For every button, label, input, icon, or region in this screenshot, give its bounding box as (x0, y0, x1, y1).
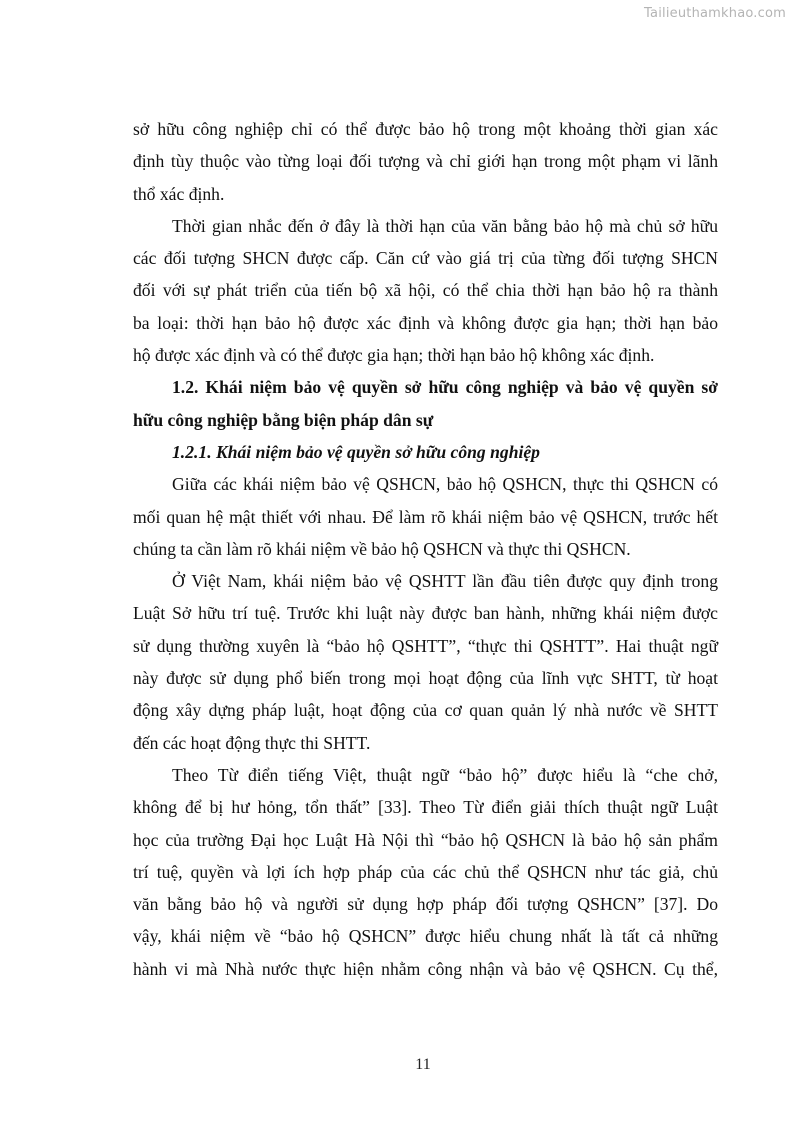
text-line: hữu công nghiệp bằng biện pháp dân sự (133, 409, 434, 430)
text-line: chúng ta cần làm rõ khái niệm về bảo hộ QSHCN và thực thi QSHCN. (133, 538, 631, 559)
text-line: học của trường Đại học Luật Hà Nội thì “bảo hộ QSHCN là bảo hộ sản phẩm (133, 829, 718, 850)
watermark-text: Tailieuthamkhao.com (644, 6, 786, 21)
text-line: Thời gian nhắc đến ở đây là thời hạn của văn bằng bảo hộ mà chủ sở hữu (172, 215, 718, 236)
text-line: vậy, khái niệm về “bảo hộ QSHCN” được hiểu chung nhất là tất cả những (133, 926, 718, 947)
text-line: động xây dựng pháp luật, hoạt động của cơ quan quản lý nhà nước về SHTT (133, 700, 718, 721)
document-body (133, 113, 718, 985)
text-line: đến các hoạt động thực thi SHTT. (133, 732, 371, 753)
text-line: trí tuệ, quyền và lợi ích hợp pháp của các chủ thể QSHCN như tác giả, chủ (133, 861, 718, 882)
text-line: định tùy thuộc vào từng loại đối tượng và chỉ giới hạn trong một phạm vi lãnh (133, 151, 718, 172)
text-line: Giữa các khái niệm bảo vệ QSHCN, bảo hộ QSHCN, thực thi QSHCN có (172, 474, 718, 495)
text-line: Ở Việt Nam, khái niệm bảo vệ QSHTT lần đầu tiên được quy định trong (172, 571, 718, 592)
text-line: sử dụng thường xuyên là “bảo hộ QSHTT”, “thực thi QSHTT”. Hai thuật ngữ (133, 635, 718, 656)
text-line: đối với sự phát triển của tiến bộ xã hội, có thể chia thời hạn bảo hộ ra thành (133, 280, 718, 301)
text-line: hộ được xác định và có thể được gia hạn; thời hạn bảo hộ không xác định. (133, 345, 655, 366)
text-line: thổ xác định. (133, 183, 225, 204)
text-line: ba loại: thời hạn bảo hộ được xác định và không được gia hạn; thời hạn bảo (133, 312, 718, 333)
text-line: các đối tượng SHCN được cấp. Căn cứ vào giá trị của từng đối tượng SHCN (133, 248, 718, 269)
text-line: 1.2. Khái niệm bảo vệ quyền sở hữu công nghiệp và bảo vệ quyền sở (172, 377, 718, 398)
text-line: này được sử dụng phổ biến trong mọi hoạt động của lĩnh vực SHTT, từ hoạt (133, 668, 718, 689)
text-line: Luật Sở hữu trí tuệ. Trước khi luật này được ban hành, những khái niệm được (133, 603, 718, 624)
text-line: sở hữu công nghiệp chỉ có thể được bảo hộ trong một khoảng thời gian xác (133, 119, 718, 139)
text-line: không để bị hư hỏng, tổn thất” [33]. Theo Từ điển giải thích thuật ngữ Luật (133, 797, 718, 818)
page-number: 11 (415, 1056, 431, 1073)
text-line: mối quan hệ mật thiết với nhau. Để làm rõ khái niệm bảo vệ QSHCN, trước hết (133, 506, 718, 527)
text-line: 1.2.1. Khái niệm bảo vệ quyền sở hữu công nghiệp (172, 441, 540, 462)
text-line: hành vi mà Nhà nước thực hiện nhằm công nhận và bảo vệ QSHCN. Cụ thể, (133, 958, 718, 979)
text-line: Theo Từ điển tiếng Việt, thuật ngữ “bảo hộ” được hiểu là “che chở, (172, 764, 718, 785)
text-line: văn bằng bảo hộ và người sử dụng hợp pháp đối tượng QSHCN” [37]. Do (133, 894, 718, 915)
